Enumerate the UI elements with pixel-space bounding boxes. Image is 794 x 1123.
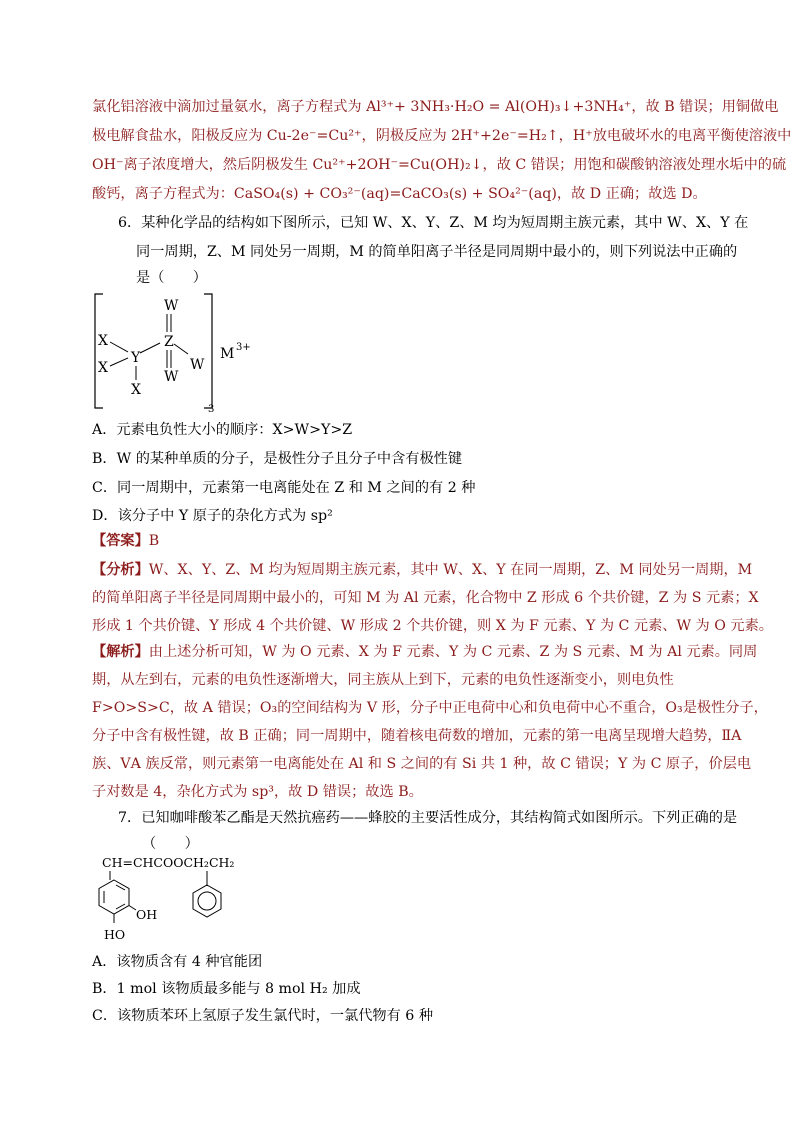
q7-option-a: A．该物质含有 4 种官能团 xyxy=(92,954,263,970)
q6-detail-line-5: 族、ⅤA 族反常，则元素第一电离能处在 Al 和 S 之间的有 Si 共 1 种，故 C 错误；Y 为 C 原子，价层电 xyxy=(92,756,752,772)
atom-z: Z xyxy=(164,334,174,350)
detail-tag: 【解析】 xyxy=(92,644,149,660)
analysis-tag: 【分析】 xyxy=(92,562,149,578)
side-chain-label: CH=CHCOOCH₂CH₂ xyxy=(102,855,235,870)
atom-y: Y xyxy=(131,350,141,366)
q6-option-a: A．元素电负性大小的顺序：X>W>Y>Z xyxy=(92,422,353,438)
q6-option-c: C．同一周期中，元素第一电离能处在 Z 和 M 之间的有 2 种 xyxy=(92,480,476,496)
q6-detail-line-4: 分子中含有极性键，故 B 正确；同一周期中，随着核电荷数的增加，元素的第一电离呈现增大趋势，ⅡA xyxy=(92,728,742,744)
q6-detail-line-3: F>O>S>C，故 A 错误；O₃的空间结构为 V 形，分子中正电荷中心和负电荷中心不重合，O₃是极性分子， xyxy=(92,700,768,716)
atom-x-1: X xyxy=(98,333,108,349)
analysis-text-1: W、X、Y、Z、M 均为短周期主族元素，其中 W、X、Y 在同一周期，Z、M 同处另一周期，M xyxy=(148,562,753,578)
atom-w-bottom: W xyxy=(164,369,179,385)
prev-analysis-line-3: OH⁻离子浓度增大，然后阴极发生 Cu²⁺+2OH⁻=Cu(OH)₂↓，故 C 错误；用饱和碳酸钠溶液处理水垢中的硫 xyxy=(92,157,787,173)
q7-stem-line-1: 7．已知咖啡酸苯乙酯是天然抗癌药——蜂胶的主要活性成分，其结构简式如图所示。下列正确的是 xyxy=(118,810,738,826)
prev-analysis-line-1: 氯化铝溶液中滴加过量氨水，离子方程式为 Al³⁺+ 3NH₃·H₂O = Al(OH)₃↓+3NH₄⁺，故 B 错误；用铜做电 xyxy=(92,99,779,115)
q6-option-b: B．W 的某种单质的分子，是极性分子且分子中含有极性键 xyxy=(92,451,463,467)
detail-text-1: 由上述分析可知，W 为 O 元素、X 为 F 元素、Y 为 C 元素、Z 为 S 元素、M 为 Al 元素。同周 xyxy=(148,644,758,660)
hydroxyl-label-1: OH xyxy=(136,907,158,922)
atom-x-2: X xyxy=(98,360,108,376)
atom-w-right: W xyxy=(190,357,205,373)
hydroxyl-label-2: HO xyxy=(104,927,126,942)
q6-analysis-line-1 xyxy=(92,560,752,580)
q6-analysis-line-3: 形成 1 个共价键、Y 形成 4 个共价键、W 形成 2 个共价键，则 X 为 F 元素、Y 为 C 元素、W 为 O 元素。 xyxy=(92,618,773,634)
q7-option-c: C．该物质苯环上氢原子发生氯代时，一氯代物有 6 种 xyxy=(92,1008,434,1024)
prev-analysis-line-4: 酸钙，离子方程式为：CaSO₄(s) + CO₃²⁻(aq)=CaCO₃(s) + SO₄²⁻(aq)，故 D 正确；故选 D。 xyxy=(92,186,707,202)
q6-structure-diagram xyxy=(90,288,280,414)
q6-stem-line-2: 同一周期，Z、M 同处另一周期，M 的简单阳离子半径是同周期中最小的，则下列说法中正确的 xyxy=(136,244,738,260)
atom-m: M xyxy=(220,346,235,362)
q6-detail-line-6: 子对数是 4，杂化方式为 sp³，故 D 错误；故选 B。 xyxy=(92,784,423,800)
q6-stem-line-1: 6．某种化学品的结构如下图所示，已知 W、X、Y、Z、M 均为短周期主族元素，其中 W、X、Y 在 xyxy=(118,215,749,231)
q6-detail-line-2: 期，从左到右，元素的电负性逐渐增大，同主族从上到下，元素的电负性逐渐变小，则电负性 xyxy=(92,672,674,688)
m-charge: 3+ xyxy=(236,342,251,353)
prev-analysis-line-2: 极电解食盐水，阳极反应为 Cu-2e⁻=Cu²⁺，阴极反应为 2H⁺+2e⁻=H₂↑，H⁺放电破坏水的电离平衡使溶液中 xyxy=(92,128,792,144)
q6-analysis-line-2: 的简单阳离子半径是同周期中最小的，可知 M 为 Al 元素，化合物中 Z 形成 6 个共价键，Z 为 S 元素；X xyxy=(92,590,759,606)
q6-option-d: D．该分子中 Y 原子的杂化方式为 sp² xyxy=(92,508,333,524)
q6-detail-line-1 xyxy=(92,642,757,662)
atom-x-3: X xyxy=(131,382,141,398)
q7-stem-line-2: （ ） xyxy=(142,836,199,852)
q6-stem-line-3: 是（ ） xyxy=(136,270,207,286)
answer-tag: 【答案】 xyxy=(92,533,149,549)
formula-count: 3 xyxy=(208,404,215,414)
q7-structure-diagram xyxy=(96,852,246,944)
q7-option-b: B．1 mol 该物质最多能与 8 mol H₂ 加成 xyxy=(92,981,361,997)
q6-answer xyxy=(92,531,159,551)
answer-value: B xyxy=(148,533,160,549)
atom-w-top: W xyxy=(164,298,179,314)
